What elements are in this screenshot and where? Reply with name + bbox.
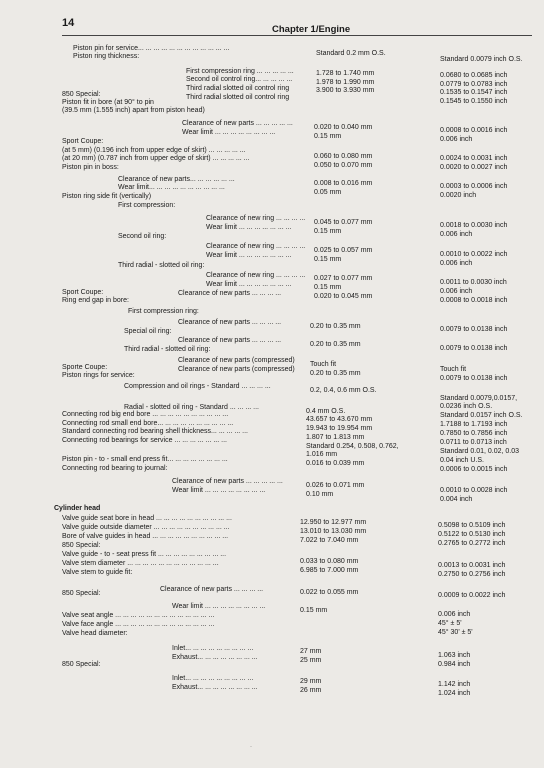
spec-line: Cylinder head — [54, 505, 101, 512]
spec-line: 0.0779 to 0.0783 inch — [440, 81, 508, 88]
spec-line: Second oil control ring... ... ... ... ... — [186, 76, 293, 83]
spec-line: 0.0079 to 0.0138 inch — [440, 345, 508, 352]
spec-line: Wear limit... ... ... ... ... ... ... ... ... ... — [118, 184, 225, 191]
spec-line: Valve stem diameter ... ... ... ... ... ... ... ... ... ... ... ... — [62, 560, 219, 567]
spec-line: 0.7850 to 0.7856 inch — [440, 430, 508, 437]
spec-line: Clearance of new parts (compressed) — [178, 366, 295, 373]
spec-line: Exhaust... ... ... ... ... ... ... ... — [172, 654, 258, 661]
spec-line: 0.0003 to 0.0006 inch — [440, 183, 508, 190]
spec-line: 1.7188 to 1.7193 inch — [440, 421, 508, 428]
spec-line: Valve seat angle ... ... ... ... ... ... ... ... ... ... ... ... ... — [62, 612, 215, 619]
spec-line: 13.010 to 13.030 mm — [300, 528, 367, 535]
spec-line: 0.0009 to 0.0022 inch — [438, 592, 506, 599]
spec-line: 0.10 mm — [306, 491, 334, 498]
spec-line: 0.15 mm — [314, 284, 342, 291]
spec-line: 0.0079 to 0.0138 inch — [440, 326, 508, 333]
spec-line: First compression ring ... ... ... ... ... — [186, 68, 294, 75]
spec-line: 0.0020 inch — [440, 192, 477, 199]
spec-line: 0.15 mm — [314, 228, 342, 235]
spec-line: 0.033 to 0.080 mm — [300, 558, 359, 565]
spec-line: 0.15 mm — [314, 256, 342, 263]
spec-line: Wear limit ... ... ... ... ... ... ... — [206, 252, 292, 259]
spec-line: 1.978 to 1.990 mm — [316, 79, 375, 86]
spec-line: Connecting rod bearing to journal: — [62, 465, 168, 472]
spec-line: Standard 0.0079,0.0157, — [440, 395, 518, 402]
spec-line: 0.008 to 0.016 mm — [314, 180, 373, 187]
spec-line: 0.2765 to 0.2772 inch — [438, 540, 506, 547]
spec-line: (at 5 mm) (0.196 inch from upper edge of skirt) ... ... ... ... ... — [62, 147, 246, 154]
spec-line: Standard 0.0157 inch O.S. — [440, 412, 523, 419]
spec-line: Touch fit — [310, 361, 337, 368]
spec-line: Valve guide - to - seat press fit ... ... ... ... ... ... ... ... ... — [62, 551, 227, 558]
spec-line: 26 mm — [300, 687, 322, 694]
spec-line: Third radial - slotted oil ring: — [118, 262, 205, 269]
spec-line: 43.657 to 43.670 mm — [306, 416, 373, 423]
spec-line: Valve stem to guide fit: — [62, 569, 133, 576]
spec-line: 0.006 inch — [440, 136, 473, 143]
spec-line: 0.0010 to 0.0022 inch — [440, 251, 508, 258]
spec-line: Piston ring thickness: — [73, 53, 140, 60]
spec-line: 1.024 inch — [438, 690, 471, 697]
spec-line: Clearance of new parts ... ... ... ... — [178, 319, 282, 326]
spec-line: 0.04 inch U.S. — [440, 457, 484, 464]
spec-line: Connecting rod bearings for service ... ... ... ... ... ... ... — [62, 437, 227, 444]
spec-line: Piston pin in boss: — [62, 164, 119, 171]
spec-line: Special oil ring: — [124, 328, 172, 335]
spec-line: 850 Special: — [62, 542, 101, 549]
spec-line: Compression and oil rings - Standard ... ... ... ... — [124, 383, 271, 390]
spec-line: 0.05 mm — [314, 189, 342, 196]
spec-line: Second oil ring: — [118, 233, 167, 240]
spec-line: 0.004 inch — [440, 496, 473, 503]
spec-line: 0.0008 to 0.0018 inch — [440, 297, 508, 304]
spec-line: Inlet... ... ... ... ... ... ... ... ... — [172, 645, 254, 652]
spec-line: 19.943 to 19.954 mm — [306, 425, 373, 432]
spec-line: Third radial slotted oil control ring — [186, 85, 290, 92]
spec-line: Connecting rod big end bore ... ... ... ... ... ... ... ... ... ... — [62, 411, 229, 418]
spec-line: 0.006 inch — [440, 260, 473, 267]
spec-line: Standard 0.01, 0.02, 0.03 — [440, 448, 520, 455]
spec-line: Touch fit — [440, 366, 467, 373]
spec-line: 0.15 mm — [314, 133, 342, 140]
spec-line: 3.900 to 3.930 mm — [316, 87, 375, 94]
spec-line: 0.050 to 0.070 mm — [314, 162, 373, 169]
spec-line: 12.950 to 12.977 mm — [300, 519, 367, 526]
spec-line: Wear limit ... ... ... ... ... ... ... — [206, 281, 292, 288]
spec-line: 0.984 inch — [438, 661, 471, 668]
page-mark: · — [250, 744, 252, 750]
spec-line: 0.5122 to 0.5130 inch — [438, 531, 506, 538]
spec-line: 0.0010 to 0.0028 inch — [440, 487, 508, 494]
spec-line: 1.807 to 1.813 mm — [306, 434, 365, 441]
spec-line: Standard 0.254, 0.508, 0.762, — [306, 443, 399, 450]
spec-line: Valve guide seat bore in head ... ... ... ... ... ... ... ... ... ... — [62, 515, 232, 522]
spec-line: Standard 0.0079 inch O.S. — [440, 56, 523, 63]
spec-line: Clearance of new parts (compressed) — [178, 357, 295, 364]
spec-line: Wear limit ... ... ... ... ... ... ... ... — [172, 487, 266, 494]
spec-line: Radial - slotted oil ring - Standard ... ... ... ... — [124, 404, 260, 411]
spec-line: Clearance of new parts ... ... ... ... ... — [182, 120, 293, 127]
spec-line: 25 mm — [300, 657, 322, 664]
spec-line: 1.063 inch — [438, 652, 471, 659]
spec-line: 0.026 to 0.071 mm — [306, 482, 365, 489]
spec-line: Wear limit ... ... ... ... ... ... ... ... — [172, 603, 266, 610]
spec-line: 0.0011 to 0.0030 inch — [440, 279, 507, 286]
header-rule — [62, 35, 532, 36]
spec-line: 0.0680 to 0.0685 inch — [440, 72, 508, 79]
spec-line: Exhaust... ... ... ... ... ... ... ... — [172, 684, 258, 691]
spec-line: Standard connecting rod bearing shell thickness... ... ... ... ... — [62, 428, 248, 435]
spec-line: 0.2, 0.4, 0.6 mm O.S. — [310, 387, 377, 394]
spec-line: Clearance of new ring ... ... ... ... — [206, 272, 306, 279]
spec-line: 1.728 to 1.740 mm — [316, 70, 375, 77]
spec-line: Connecting rod small end bore... ... ... ... ... ... ... ... ... ... — [62, 420, 234, 427]
spec-line: First compression: — [118, 202, 176, 209]
spec-line: 1.142 inch — [438, 681, 471, 688]
spec-line: Third radial slotted oil control ring — [186, 94, 290, 101]
spec-line: Clearance of new parts ... ... ... ... ... — [172, 478, 283, 485]
spec-line: Valve guide outside diameter ... ... ... ... ... ... ... ... ... ... — [62, 524, 230, 531]
spec-line: 0.0008 to 0.0016 inch — [440, 127, 508, 134]
spec-line: 0.027 to 0.077 mm — [314, 275, 373, 282]
spec-line: 0.20 to 0.35 mm — [310, 323, 361, 330]
page-number: 14 — [62, 17, 75, 29]
spec-line: 29 mm — [300, 678, 322, 685]
spec-line: Clearance of new ring ... ... ... ... — [206, 215, 306, 222]
spec-line: 0.0024 to 0.0031 inch — [440, 155, 508, 162]
spec-line: 45° 30' ± 5' — [438, 629, 473, 636]
spec-line: (39.5 mm (1.555 inch) apart from piston head) — [62, 107, 205, 114]
spec-line: Third radial - slotted oil ring: — [124, 346, 211, 353]
spec-line: 0.5098 to 0.5109 inch — [438, 522, 506, 529]
spec-line: First compression ring: — [128, 308, 199, 315]
spec-line: Ring end gap in bore: — [62, 297, 129, 304]
spec-line: 0.006 inch — [440, 231, 473, 238]
spec-line: 0.0020 to 0.0027 inch — [440, 164, 508, 171]
spec-line: Piston pin for service... ... ... ... ... ... ... ... ... ... ... ... — [73, 45, 230, 52]
spec-line: 0.020 to 0.040 mm — [314, 124, 373, 131]
spec-line: 0.15 mm — [300, 607, 328, 614]
spec-line: 0.0018 to 0.0030 inch — [440, 222, 508, 229]
spec-line: 850 Special: — [62, 661, 101, 668]
spec-line: Sporte Coupe: — [62, 364, 108, 371]
spec-line: 0.006 inch — [440, 288, 473, 295]
spec-line: Sport Coupe: — [62, 289, 104, 296]
spec-line: Wear limit ... ... ... ... ... ... ... — [206, 224, 292, 231]
spec-line: Clearance of new parts ... ... ... ... — [178, 290, 282, 297]
spec-line: 1.016 mm — [306, 451, 338, 458]
spec-line: 27 mm — [300, 648, 322, 655]
spec-line: Inlet... ... ... ... ... ... ... ... ... — [172, 675, 254, 682]
spec-line: 0.045 to 0.077 mm — [314, 219, 373, 226]
spec-line: 0.0006 to 0.0015 inch — [440, 466, 508, 473]
spec-line: 0.20 to 0.35 mm — [310, 370, 361, 377]
spec-line: Valve face angle ... ... ... ... ... ... ... ... ... ... ... ... ... — [62, 621, 215, 628]
spec-line: Wear limit ... ... ... ... ... ... ... ... — [182, 129, 276, 136]
spec-line: Bore of valve guides in head ... ... ... ... ... ... ... ... ... ... — [62, 533, 229, 540]
spec-line: Clearance of new ring ... ... ... ... — [206, 243, 306, 250]
spec-line: 0.4 mm O.S. — [306, 408, 346, 415]
spec-line: 6.985 to 7.000 mm — [300, 567, 359, 574]
spec-line: 0.006 inch — [438, 611, 471, 618]
spec-line: 0.020 to 0.045 mm — [314, 293, 373, 300]
spec-line: 0.2750 to 0.2756 inch — [438, 571, 506, 578]
spec-line: 7.022 to 7.040 mm — [300, 537, 359, 544]
spec-line: Piston pin - to - small end press fit... ... ... ... ... ... ... ... — [62, 456, 228, 463]
spec-line: 0.0013 to 0.0031 inch — [438, 562, 506, 569]
spec-line: Standard 0.2 mm O.S. — [316, 50, 386, 57]
spec-line: 0.1545 to 0.1550 inch — [440, 98, 508, 105]
spec-line: Valve head diameter: — [62, 630, 128, 637]
spec-line: Sport Coupe: — [62, 138, 104, 145]
spec-line: Clearance of new parts... ... ... ... ... ... — [118, 176, 235, 183]
spec-line: 0.022 to 0.055 mm — [300, 589, 359, 596]
chapter-title: Chapter 1/Engine — [272, 24, 351, 35]
spec-line: (at 20 mm) (0.787 inch from upper edge of skirt) ... ... ... ... ... — [62, 155, 250, 162]
spec-line: Clearance of new parts ... ... ... ... — [160, 586, 264, 593]
spec-line: 0.20 to 0.35 mm — [310, 341, 361, 348]
spec-line: Clearance of new parts ... ... ... ... — [178, 337, 282, 344]
spec-line: 850 Special: — [62, 91, 101, 98]
spec-line: 45° ± 5' — [438, 620, 462, 627]
spec-line: Piston rings for service: — [62, 372, 135, 379]
spec-line: 0.1535 to 0.1547 inch — [440, 89, 508, 96]
spec-line: 0.0236 inch O.S. — [440, 403, 493, 410]
spec-line: Piston ring side fit (vertically) — [62, 193, 152, 200]
spec-line: 0.0079 to 0.0138 inch — [440, 375, 508, 382]
spec-line: 0.025 to 0.057 mm — [314, 247, 373, 254]
spec-line: 0.060 to 0.080 mm — [314, 153, 373, 160]
spec-line: 0.016 to 0.039 mm — [306, 460, 365, 467]
spec-line: 0.0711 to 0.0713 inch — [440, 439, 507, 446]
spec-line: 850 Special: — [62, 590, 101, 597]
spec-line: Piston fit in bore (at 90° to pin — [62, 99, 154, 106]
